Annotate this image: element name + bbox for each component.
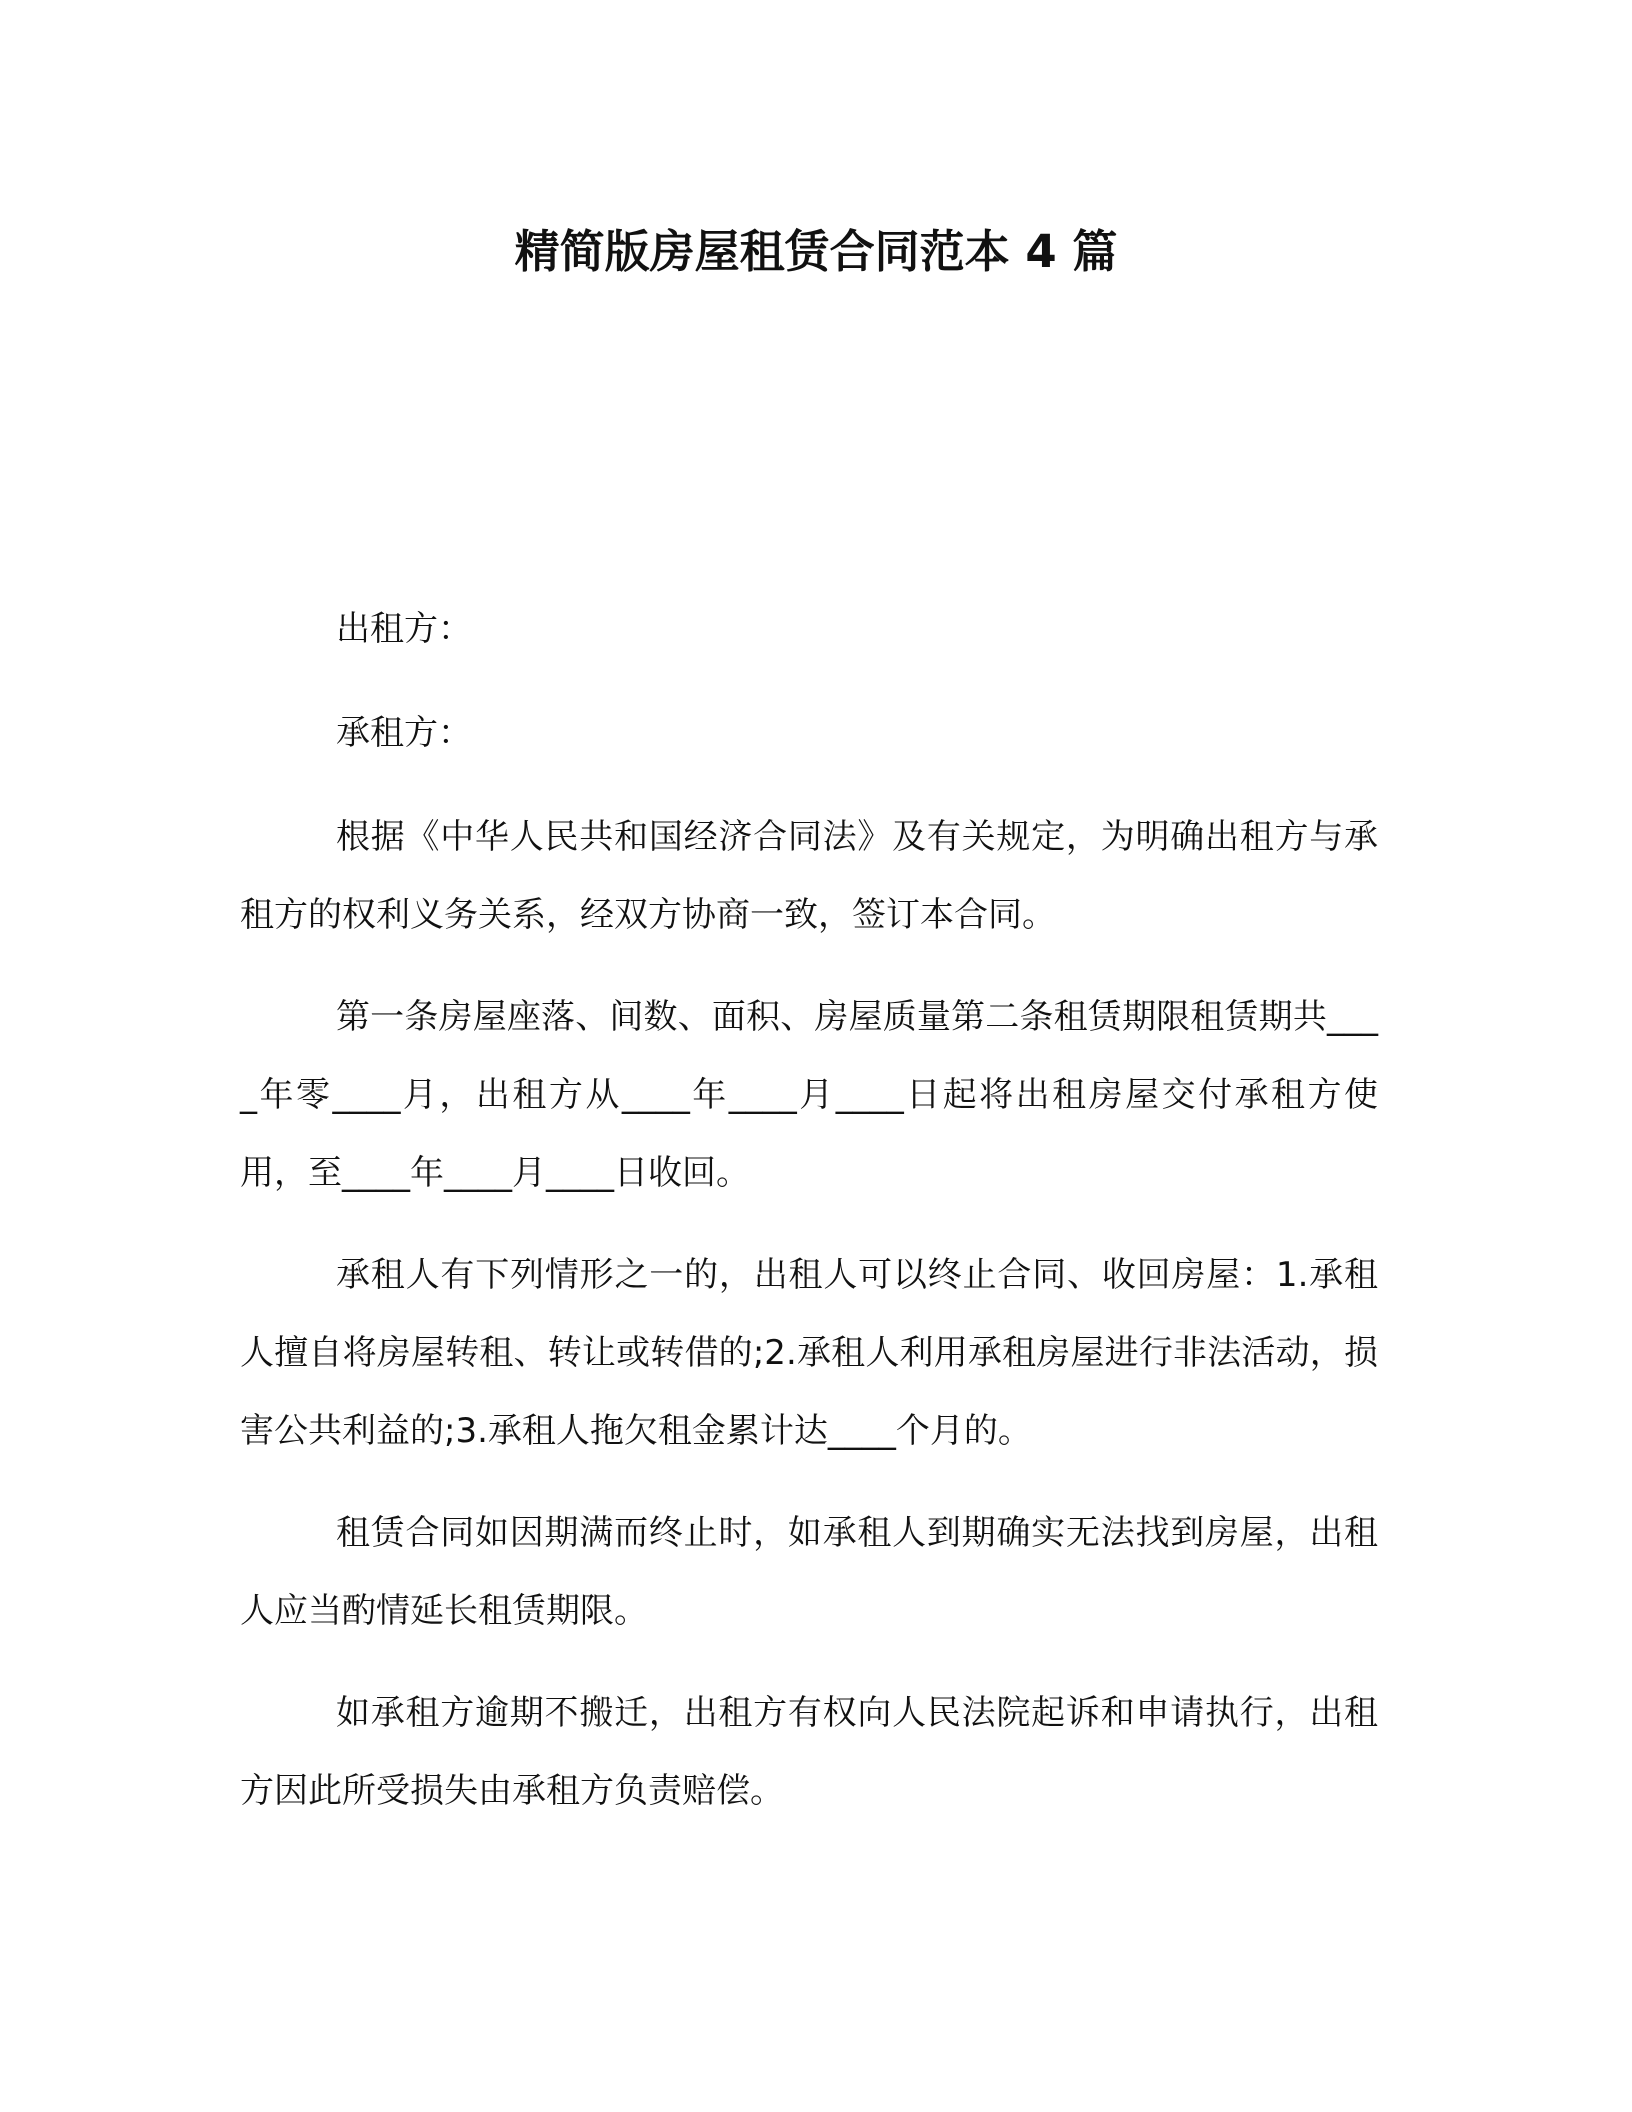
paragraph-lease-term: 第一条房屋座落、间数、面积、房屋质量第二条租赁期限租赁期共____年零____月，出租方从____年____月____日起将出租房屋交付承租方使用，至____年____月____日收回。 bbox=[240, 997, 1378, 1193]
paragraph-extension: 租赁合同如因期满而终止时，如承租人到期确实无法找到房屋，出租人应当酌情延长租赁期限。 bbox=[240, 1513, 1378, 1631]
document-body bbox=[240, 590, 1378, 1854]
lessee-label: 承租方： bbox=[336, 713, 472, 753]
paragraph-overstay: 如承租方逾期不搬迁，出租方有权向人民法院起诉和申请执行，出租方因此所受损失由承租方负责赔偿。 bbox=[240, 1693, 1378, 1811]
paragraph-termination: 承租人有下列情形之一的，出租人可以终止合同、收回房屋：1.承租人擅自将房屋转租、转让或转借的;2.承租人利用承租房屋进行非法活动，损害公共利益的;3.承租人拖欠租金累计达____个月的。 bbox=[240, 1255, 1378, 1451]
paragraph-preamble: 根据《中华人民共和国经济合同法》及有关规定，为明确出租方与承租方的权利义务关系，经双方协商一致，签订本合同。 bbox=[240, 817, 1378, 935]
lessor-label: 出租方： bbox=[336, 609, 472, 649]
document-title: 精简版房屋租赁合同范本 4 篇 bbox=[514, 225, 1118, 278]
